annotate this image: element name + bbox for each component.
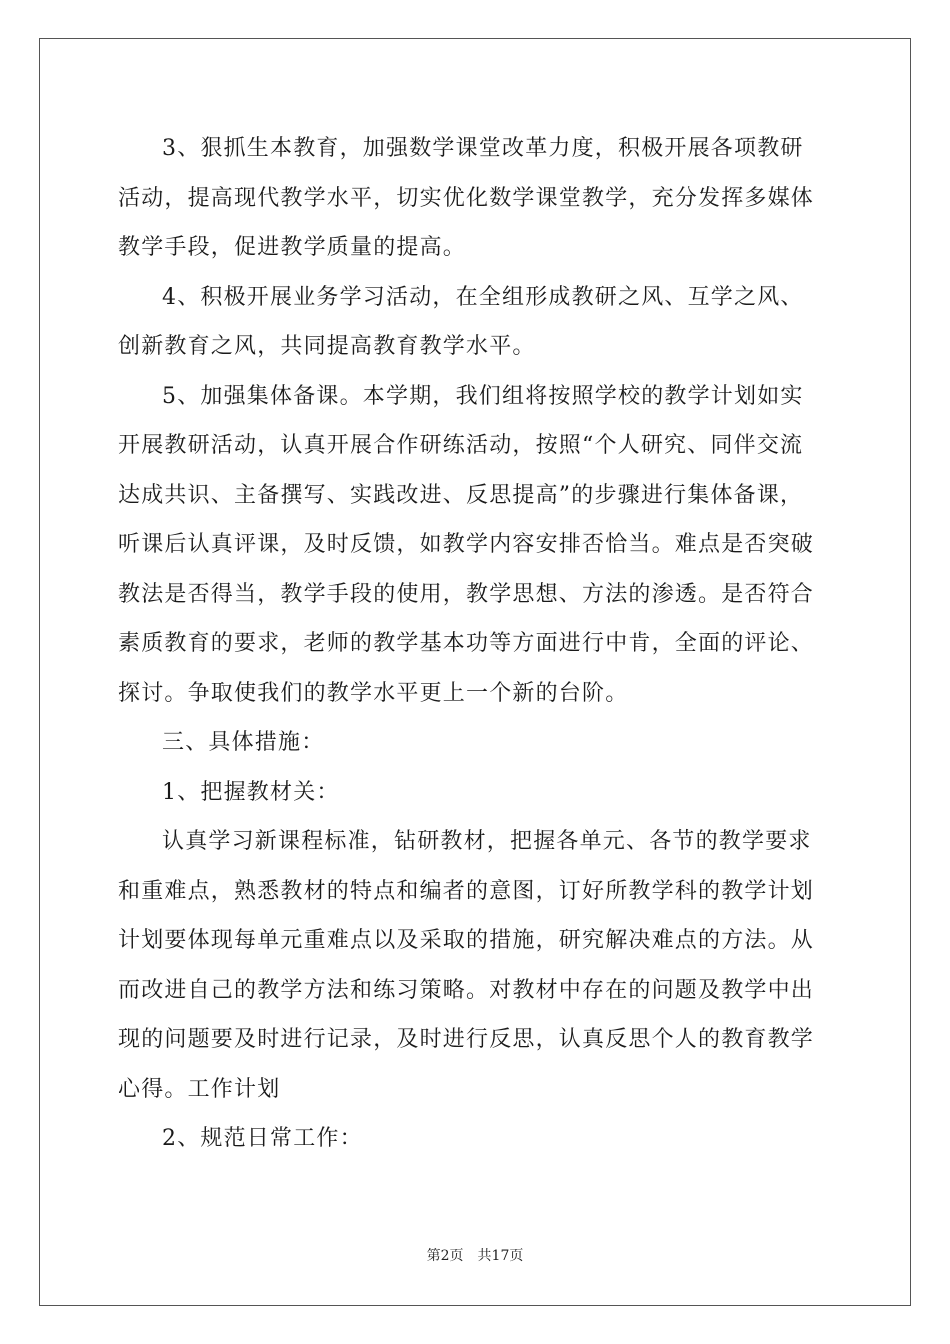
text-line: 开展教研活动，认真开展合作研练活动，按照“个人研究、同伴交流 (118, 433, 804, 458)
text-line: 听课后认真评课，及时反馈，如教学内容安排否恰当。难点是否突破 (118, 532, 815, 557)
text-line: 素质教育的要求，老师的教学基本功等方面进行中肯，全面的评论、 (118, 631, 815, 656)
text-line: 创新教育之风，共同提高教育教学水平。 (118, 334, 536, 359)
document-body (118, 124, 836, 1164)
text-line: 和重难点，熟悉教材的特点和编者的意图，订好所教学科的教学计划 (118, 878, 815, 904)
text-line: 达成共识、主备撰写、实践改进、反思提高”的步骤进行集体备课， (118, 482, 804, 508)
page-number: 第2页 (426, 1248, 464, 1264)
text-line: 3、狠抓生本教育，加强数学课堂改革力度，积极开展各项教研 (162, 136, 804, 161)
text-line: 而改进自己的教学方法和练习策略。对教材中存在的问题及教学中出 (118, 977, 815, 1003)
text-line: 探讨。争取使我们的教学水平更上一个新的台阶。 (118, 680, 629, 706)
text-line: 现的问题要及时进行记录，及时进行反思，认真反思个人的教育教学 (118, 1027, 815, 1052)
text-line: 计划要体现每单元重难点以及采取的措施，研究解决难点的方法。从 (118, 928, 815, 953)
text-line: 4、积极开展业务学习活动，在全组形成教研之风、互学之风、 (162, 284, 804, 310)
subsection-heading: 2、规范日常工作： (162, 1126, 363, 1151)
text-line: 活动，提高现代教学水平，切实优化数学课堂教学，充分发挥多媒体 (118, 185, 815, 211)
text-line: 心得。工作计划 (118, 1076, 281, 1102)
page-total: 共17页 (477, 1248, 524, 1264)
text-line: 认真学习新课程标准，钻研教材，把握各单元、各节的教学要求 (162, 829, 812, 854)
subsection-heading: 1、把握教材关： (162, 779, 340, 805)
section-heading: 三、具体措施： (162, 730, 325, 755)
page-footer (0, 1245, 950, 1265)
text-line: 教学手段，促进教学质量的提高。 (118, 235, 467, 260)
text-line: 5、加强集体备课。本学期，我们组将按照学校的教学计划如实 (162, 383, 804, 409)
text-line: 教法是否得当，教学手段的使用，教学思想、方法的渗透。是否符合 (118, 581, 815, 607)
